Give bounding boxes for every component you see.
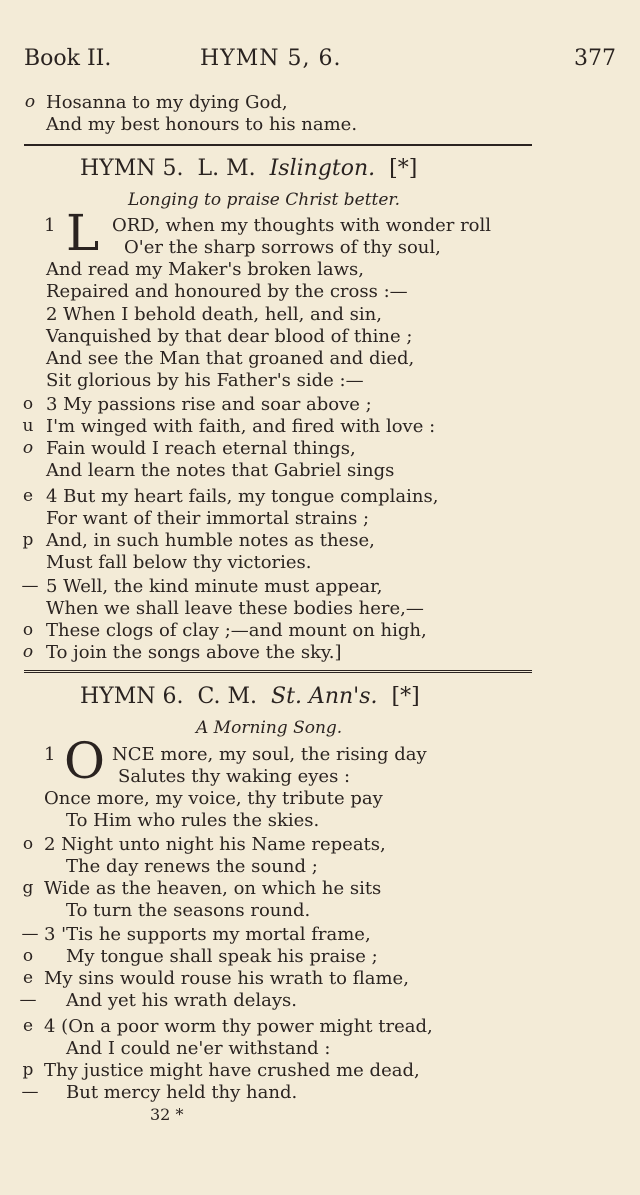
- verse-line: 3 'Tis he supports my mortal frame,: [44, 924, 371, 945]
- dynamic-mark: o: [22, 946, 34, 966]
- verse-line: Repaired and honoured by the cross :—: [46, 281, 408, 302]
- verse-line: My sins would rouse his wrath to flame,: [44, 968, 409, 989]
- divider-rule: [24, 670, 532, 673]
- dynamic-mark: o: [22, 620, 34, 640]
- page-number: 377: [574, 46, 616, 71]
- header-hymn-range: HYMN 5, 6.: [200, 46, 342, 71]
- dynamic-mark: o: [22, 642, 34, 662]
- verse-line: 4 (On a poor worm thy power might tread,: [44, 1016, 433, 1037]
- dynamic-mark: —: [21, 1082, 39, 1102]
- stanza-number: 1: [44, 744, 56, 765]
- hymn-tune: St. Ann's.: [271, 684, 378, 709]
- verse-line: These clogs of clay ;—and mount on high,: [46, 620, 427, 641]
- verse-line: To turn the seasons round.: [66, 900, 311, 921]
- hymn-tune: Islington.: [269, 156, 376, 181]
- dynamic-mark: —: [21, 924, 39, 944]
- hymn-meter: C. M.: [197, 684, 258, 709]
- dynamic-mark: o: [22, 834, 34, 854]
- hymn-title: [80, 156, 417, 181]
- dynamic-mark: o: [22, 438, 34, 458]
- drop-cap: O: [64, 732, 105, 790]
- verse-line: When we shall leave these bodies here,—: [46, 598, 424, 619]
- verse-line: For want of their immortal strains ;: [46, 508, 370, 529]
- verse-line: 3 My passions rise and soar above ;: [46, 394, 372, 415]
- verse-line: 4 But my heart fails, my tongue complains,: [46, 486, 439, 507]
- verse-line: The day renews the sound ;: [66, 856, 318, 877]
- dynamic-mark: —: [19, 990, 37, 1010]
- verse-line: 2 Night unto night his Name repeats,: [44, 834, 386, 855]
- dynamic-mark: e: [22, 486, 34, 506]
- verse-line: Salutes thy waking eyes :: [118, 766, 351, 787]
- hymn-meter: L. M.: [197, 156, 256, 181]
- hymn-subtitle: A Morning Song.: [196, 718, 343, 738]
- verse-line: But mercy held thy hand.: [66, 1082, 298, 1103]
- divider-rule: [24, 144, 532, 146]
- verse-line: And read my Maker's broken laws,: [46, 259, 364, 280]
- verse-line: Vanquished by that dear blood of thine ;: [46, 326, 413, 347]
- dynamic-mark: o: [22, 394, 34, 414]
- dynamic-mark: e: [22, 968, 34, 988]
- verse-line: And see the Man that groaned and died,: [46, 348, 415, 369]
- dynamic-mark: p: [22, 1060, 34, 1080]
- running-header: [24, 46, 616, 76]
- signature-mark: 32 *: [150, 1105, 184, 1124]
- verse-line: My tongue shall speak his praise ;: [66, 946, 378, 967]
- verse-line: Hosanna to my dying God,: [46, 92, 288, 113]
- dynamic-mark: g: [22, 878, 34, 898]
- verse-line: 2 When I behold death, hell, and sin,: [46, 304, 382, 325]
- verse-line: Sit glorious by his Father's side :—: [46, 370, 364, 391]
- verse-line: Fain would I reach eternal things,: [46, 438, 356, 459]
- verse-line: I'm winged with faith, and fired with love :: [46, 416, 436, 437]
- verse-line: 5 Well, the kind minute must appear,: [46, 576, 383, 597]
- book-label: Book II.: [24, 46, 112, 71]
- verse-line: Thy justice might have crushed me dead,: [44, 1060, 420, 1081]
- hymn-subtitle: Longing to praise Christ better.: [128, 190, 401, 210]
- dynamic-mark: p: [22, 530, 34, 550]
- hymn-number: HYMN 5.: [80, 156, 184, 181]
- verse-line: And learn the notes that Gabriel sings: [46, 460, 395, 481]
- verse-line: ORD, when my thoughts with wonder roll: [112, 215, 492, 236]
- verse-line: And yet his wrath delays.: [66, 990, 298, 1011]
- verse-line: And my best honours to his name.: [46, 114, 358, 135]
- dynamic-mark: o: [24, 92, 36, 112]
- verse-line: Once more, my voice, thy tribute pay: [44, 788, 383, 809]
- hymn-tag: [*]: [391, 684, 420, 709]
- hymn-number: HYMN 6.: [80, 684, 184, 709]
- dynamic-mark: —: [21, 576, 39, 596]
- drop-cap: L: [66, 204, 100, 262]
- verse-line: O'er the sharp sorrows of thy soul,: [124, 237, 441, 258]
- verse-line: To Him who rules the skies.: [66, 810, 320, 831]
- verse-line: Must fall below thy victories.: [46, 552, 312, 573]
- hymn-title: [80, 684, 420, 709]
- stanza-number: 1: [44, 215, 56, 236]
- verse-line: And I could ne'er withstand :: [66, 1038, 331, 1059]
- verse-line: And, in such humble notes as these,: [46, 530, 375, 551]
- dynamic-mark: u: [22, 416, 34, 436]
- verse-line: NCE more, my soul, the rising day: [112, 744, 427, 765]
- hymn-tag: [*]: [389, 156, 418, 181]
- dynamic-mark: e: [22, 1016, 34, 1036]
- verse-line: Wide as the heaven, on which he sits: [44, 878, 382, 899]
- verse-line: To join the songs above the sky.]: [46, 642, 342, 663]
